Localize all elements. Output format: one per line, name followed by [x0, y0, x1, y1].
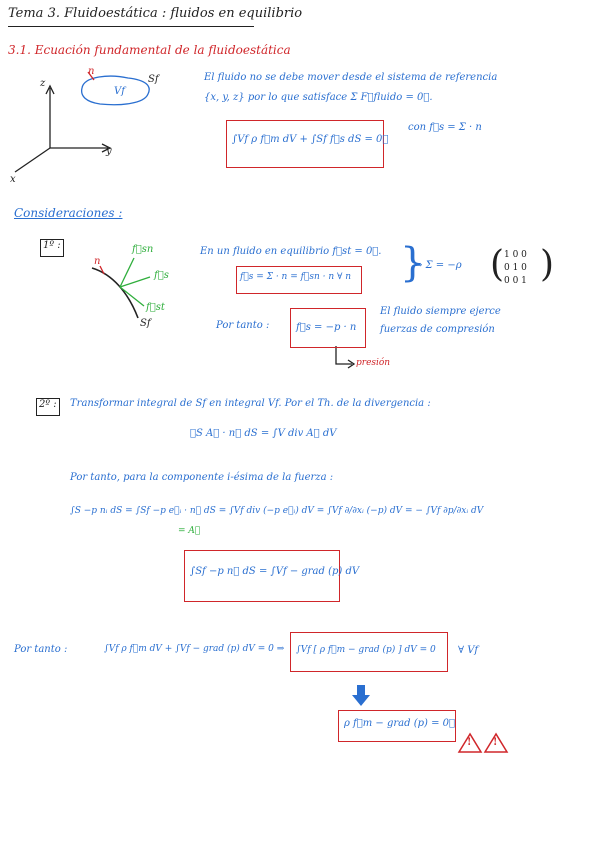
compression-note-2: fuerzas de compresión — [380, 324, 495, 335]
pressure-equation: f⃗s = −p · n — [296, 322, 357, 333]
implies-arrow-shaft — [357, 685, 365, 695]
fst-label: f⃗st — [146, 302, 165, 313]
a-annotation: = A⃗ — [178, 526, 201, 536]
matrix-row-3: 0 0 1 — [504, 276, 527, 286]
sf-label: Sf — [148, 74, 159, 85]
gradient-equation: ∫Sf −p n⃗ dS = ∫Vf − grad (p) dV — [190, 566, 360, 577]
surface-curve — [92, 268, 138, 318]
final-equation: ∫Vf ρ f⃗m dV + ∫Vf − grad (p) dV = 0 ⇒ — [104, 644, 285, 654]
sf-label-2: Sf — [140, 318, 151, 329]
vf-label: Vf — [114, 86, 125, 97]
matrix-paren-r: ) — [540, 244, 555, 285]
consideraciones-heading: Consideraciones : — [14, 206, 123, 220]
item-2-label: 2º : — [39, 399, 57, 410]
page-title: Tema 3. Fluidoestática : fluidos en equilibrio — [8, 6, 303, 21]
component-line: Por tanto, para la componente i-ésima de la fuerza : — [70, 472, 334, 483]
warning-mark-2: ! — [493, 737, 498, 748]
final-portanto: Por tanto : — [14, 644, 68, 655]
component-derivation: ∫S −p nᵢ dS = ∫Sf −p e⃗ᵢ · n⃗ dS = ∫Vf div (−p e⃗ᵢ) dV = ∫Vf ∂/∂xᵢ (−p) dV = − ∫Vf ∂p/∂xᵢ dV — [70, 506, 484, 516]
item-1-portanto: Por tanto : — [216, 320, 270, 331]
axis-z-label: z — [40, 78, 46, 89]
item-1-line: En un fluido en equilibrio f⃗st = 0⃗. — [200, 246, 382, 257]
forall-vf: ∀ Vf — [458, 645, 479, 656]
n-label-2: n — [94, 256, 101, 267]
result-equation: ρ f⃗m − grad (p) = 0⃗ — [344, 718, 456, 729]
stress-equation: f⃗s = Σ · n = f⃗sn · n ∀ n — [240, 272, 352, 282]
presion-label: presión — [356, 358, 391, 368]
brace-right: } — [400, 240, 426, 286]
matrix-paren-l: ( — [490, 244, 505, 285]
warning-mark-1: ! — [467, 737, 472, 748]
item-1-label: 1º : — [43, 240, 61, 251]
section-heading: 3.1. Ecuación fundamental de la fluidoestática — [8, 43, 291, 57]
matrix-implies: ⇒ Σ = −ρ — [414, 260, 462, 271]
divergence-theorem: ∮S A⃗ · n⃗ dS = ∫V div A⃗ dV — [190, 428, 337, 439]
equation-1-condition: con f⃗s = Σ · n — [408, 122, 482, 133]
fsn-label: f⃗sn — [132, 244, 154, 255]
intro-line-1: El fluido no se debe mover desde el sistema de referencia — [204, 72, 498, 83]
item-2-line: Transformar integral de Sf en integral Vf. Por el Th. de la divergencia : — [70, 398, 431, 409]
n-label: n — [88, 66, 95, 77]
axis-y-label: y — [106, 146, 112, 157]
final-box-equation: ∫Vf [ ρ f⃗m − grad (p) ] dV = 0 — [296, 645, 436, 655]
fs-label: f⃗s — [154, 270, 169, 281]
intro-line-2: {x, y, z} por lo que satisface Σ F⃗fluido = 0⃗. — [204, 92, 433, 103]
equation-1: ∫Vf ρ f⃗m dV + ∫Sf f⃗s dS = 0⃗ — [232, 134, 389, 145]
compression-note-1: El fluido siempre ejerce — [380, 306, 501, 317]
matrix-row-2: 0 1 0 — [504, 263, 527, 273]
matrix-row-1: 1 0 0 — [504, 250, 527, 260]
axes-figure — [15, 86, 110, 172]
axis-x-label: x — [10, 174, 16, 185]
